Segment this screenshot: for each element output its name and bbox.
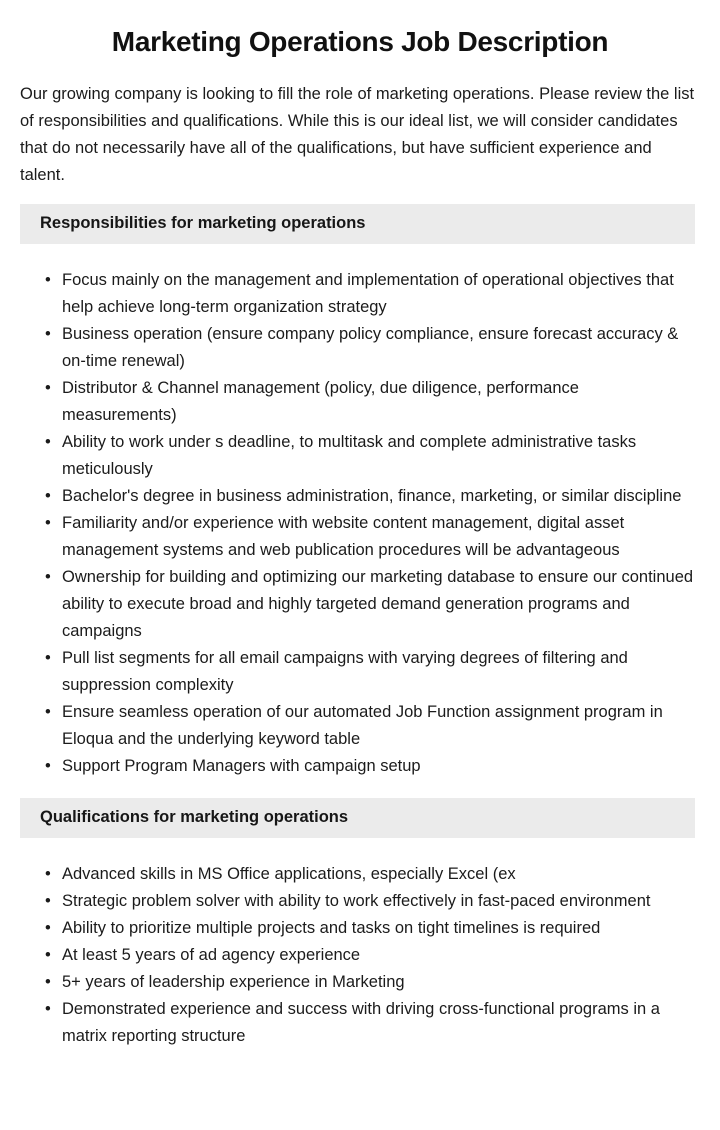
intro-paragraph: Our growing company is looking to fill the role of marketing operations. Please review the list of responsibilities and qualifications. While this is our ideal list, we will consider candidates that do not necessarily have all of the qualifications, but have sufficient experience and talent. — [20, 84, 695, 184]
qualifications-heading: Qualifications for marketing operations — [20, 798, 695, 838]
bullet-item: • Advanced skills in MS Office applications, especially Excel (ex — [62, 861, 694, 888]
bullet-item: • At least 5 years of ad agency experience — [62, 942, 694, 969]
bullet-item: • Strategic problem solver with ability to work effectively in fast-paced environment — [62, 888, 694, 915]
responsibilities-heading: Responsibilities for marketing operations — [20, 204, 695, 244]
qualifications-list — [0, 861, 694, 1050]
bullet-item: • Business operation (ensure company policy compliance, ensure forecast accuracy & on-time renewal) — [62, 321, 694, 375]
bullet-item: • Bachelor's degree in business administration, finance, marketing, or similar discipline — [62, 483, 694, 510]
responsibilities-list — [0, 267, 694, 780]
bullet-item: • 5+ years of leadership experience in Marketing — [62, 969, 694, 996]
job-description-document — [0, 19, 720, 1050]
bullet-item: • Pull list segments for all email campaigns with varying degrees of filtering and suppression complexity — [62, 645, 694, 699]
bullet-item: • Ability to work under s deadline, to multitask and complete administrative tasks meticulously — [62, 429, 694, 483]
bullet-item: • Demonstrated experience and success with driving cross-functional programs in a matrix reporting structure — [62, 996, 694, 1050]
page-title: Marketing Operations Job Description — [111, 25, 609, 57]
section-responsibilities — [0, 204, 720, 780]
bullet-item: • Ownership for building and optimizing our marketing database to ensure our continued ability to execute broad and highly targeted demand generation programs and campaigns — [62, 564, 694, 645]
bullet-item: • Ensure seamless operation of our automated Job Function assignment program in Eloqua and the underlying keyword table — [62, 699, 694, 753]
bullet-item: • Ability to prioritize multiple projects and tasks on tight timelines is required — [62, 915, 694, 942]
bullet-item: • Support Program Managers with campaign setup — [62, 753, 694, 780]
bullet-item: • Focus mainly on the management and implementation of operational objectives that help achieve long-term organization strategy — [62, 267, 694, 321]
bullet-item: • Distributor & Channel management (policy, due diligence, performance measurements) — [62, 375, 694, 429]
section-qualifications — [0, 798, 720, 1050]
bullet-item: • Familiarity and/or experience with website content management, digital asset management systems and web publication procedures will be advantageous — [62, 510, 694, 564]
